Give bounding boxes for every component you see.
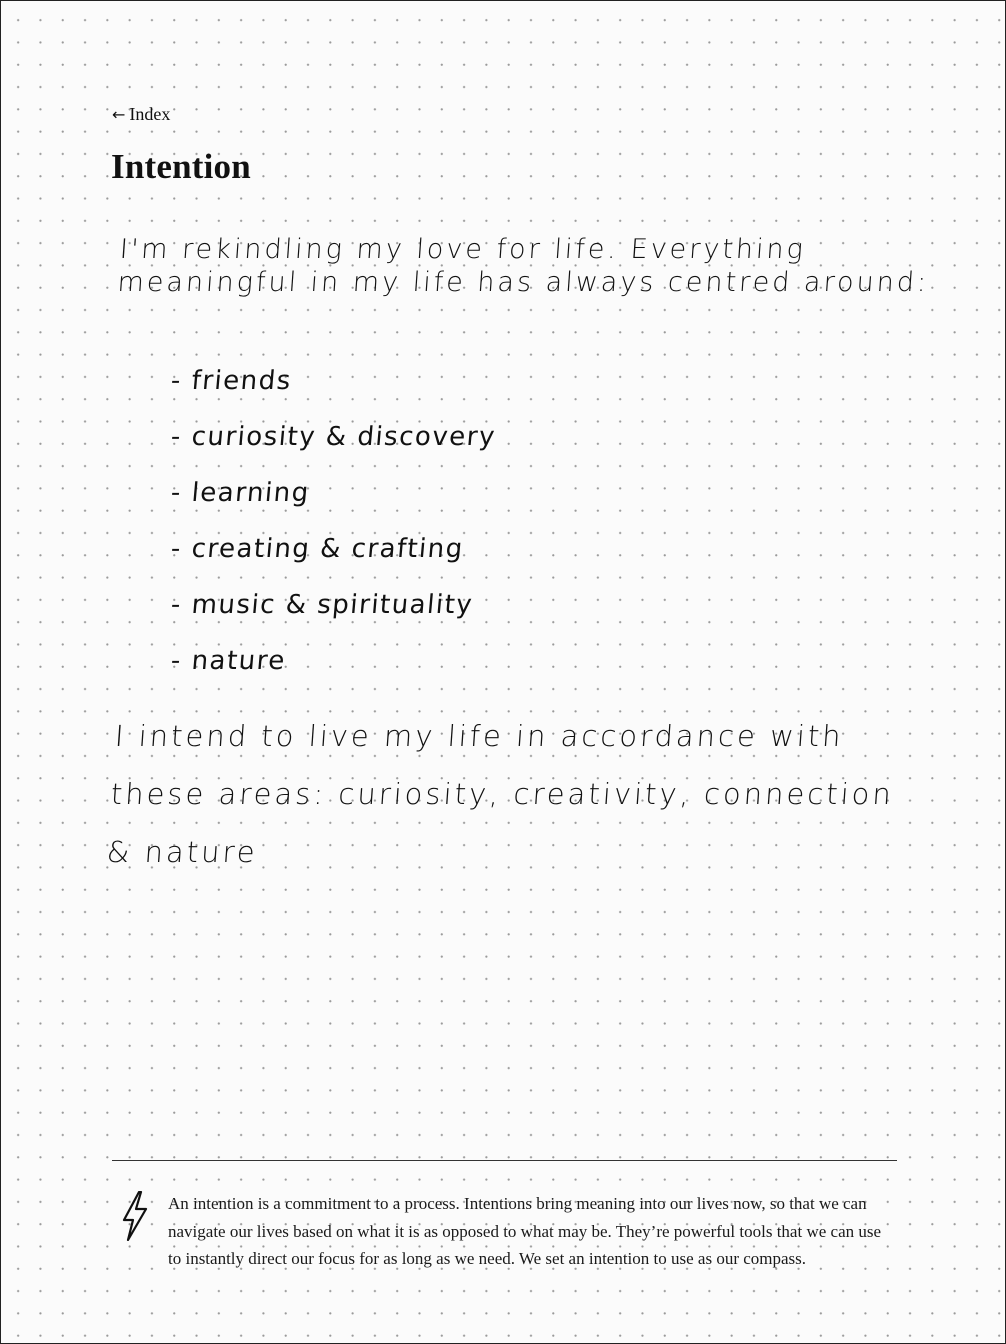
- footer-divider: [112, 1160, 897, 1161]
- list-item: - learning: [169, 478, 312, 508]
- list-item: - friends: [169, 366, 294, 396]
- handwritten-list: [171, 353, 496, 689]
- list-item: - creating & crafting: [169, 534, 466, 564]
- footer-note-text: An intention is a commitment to a process. Intentions bring meaning into our lives now, so that we can navigate our lives based on what it is as opposed to what may be. They’re powerful tools that we can use to instantly direct our focus for as long as we need. We set an intention to use as our compass.: [168, 1194, 882, 1268]
- handwritten-intro: I'm rekindling my love for life. Everything meaningful in my life has always centred around:: [116, 234, 931, 298]
- lightning-bolt-icon: [122, 1191, 148, 1241]
- list-item: - nature: [169, 646, 288, 676]
- list-item: - curiosity & discovery: [169, 422, 498, 452]
- handwritten-intention: I intend to live my life in accordance with these areas: curiosity, creativity, connection & nature: [105, 719, 896, 869]
- page-title: Intention: [111, 147, 251, 186]
- back-arrow-icon: ←: [112, 104, 126, 124]
- back-to-index-link[interactable]: [112, 104, 170, 125]
- back-link-label: Index: [129, 104, 171, 124]
- list-item: - music & spirituality: [169, 590, 475, 620]
